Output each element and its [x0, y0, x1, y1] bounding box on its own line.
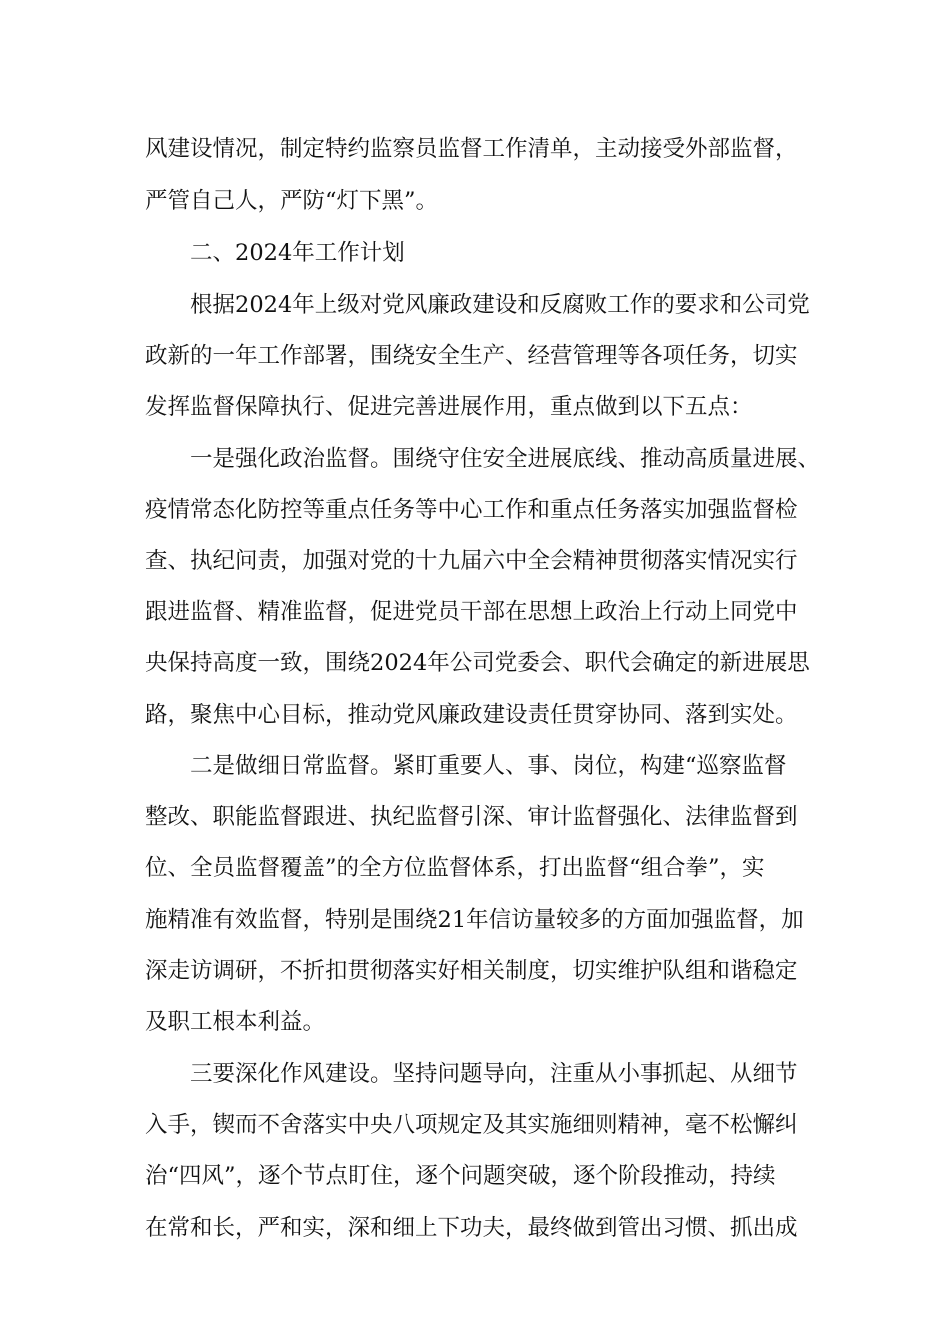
paragraph-line: 治“四风”，逐个节点盯住，逐个问题突破，逐个阶段推动，持续: [145, 1163, 776, 1189]
paragraph-line: 央保持高度一致，围绕2024年公司党委会、职代会确定的新进展思: [145, 650, 810, 676]
paragraph-line: 位、全员监督覆盖”的全方位监督体系，打出监督“组合拳”，实: [145, 855, 765, 881]
paragraph-line: 政新的一年工作部署，围绕安全生产、经营管理等各项任务，切实: [145, 343, 798, 369]
paragraph-line: 三要深化作风建设。坚持问题导向，注重从小事抓起、从细节: [190, 1061, 798, 1087]
paragraph-line: 整改、职能监督跟进、执纪监督引深、审计监督强化、法律监督到: [145, 804, 798, 830]
paragraph-line: 疫情常态化防控等重点任务等中心工作和重点任务落实加强监督检: [145, 497, 798, 523]
paragraph-line: 二是做细日常监督。紧盯重要人、事、岗位，构建“巡察监督: [190, 753, 787, 779]
paragraph-line: 路，聚焦中心目标，推动党风廉政建设责任贯穿协同、落到实处。: [145, 702, 798, 728]
paragraph-line: 及职工根本利益。: [145, 1009, 326, 1035]
paragraph-line: 一是强化政治监督。围绕守住安全进展底线、推动高质量进展、: [190, 446, 821, 472]
section-heading: 二、2024年工作计划: [190, 240, 405, 266]
paragraph-line: 施精准有效监督，特别是围绕21年信访量较多的方面加强监督，加: [145, 907, 804, 933]
paragraph-line: 查、执纪问责，加强对党的十九届六中全会精神贯彻落实情况实行: [145, 548, 798, 574]
paragraph-line: 发挥监督保障执行、促进完善进展作用，重点做到以下五点：: [145, 394, 753, 420]
paragraph-line: 根据2024年上级对党风廉政建设和反腐败工作的要求和公司党: [190, 292, 810, 318]
paragraph-line: 跟进监督、精准监督，促进党员干部在思想上政治上行动上同党中: [145, 599, 798, 625]
paragraph-line: 入手，锲而不舍落实中央八项规定及其实施细则精神，毫不松懈纠: [145, 1112, 798, 1138]
paragraph-line: 风建设情况，制定特约监察员监督工作清单，主动接受外部监督，: [145, 136, 798, 162]
paragraph-line: 深走访调研，不折扣贯彻落实好相关制度，切实维护队组和谐稳定: [145, 958, 798, 984]
paragraph-line: 严管自己人，严防“灯下黑”。: [145, 188, 439, 214]
paragraph-line: 在常和长，严和实，深和细上下功夫，最终做到管出习惯、抓出成: [145, 1215, 798, 1241]
